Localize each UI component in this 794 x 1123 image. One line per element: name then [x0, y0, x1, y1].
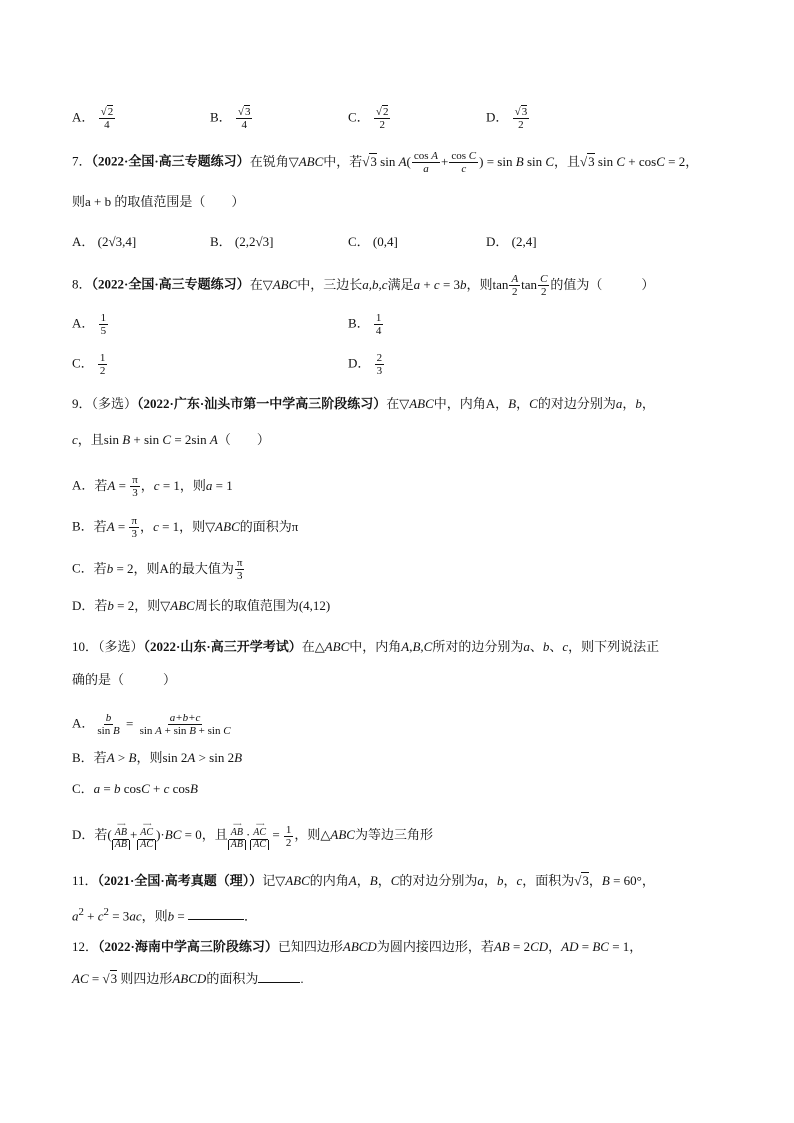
question-source: （2022·海南中学高三阶段练习） [98, 939, 278, 954]
question-text: 已知四边形ABCD为圆内接四边形，若AB = 2CD，AD = BC = 1， [277, 939, 643, 954]
option-letter: C． [348, 109, 370, 125]
q9-option-b [72, 515, 298, 540]
option-letter: C． [72, 560, 94, 576]
option-value: (0,4] [372, 234, 398, 249]
q11-line-2: $a^2 + c^2 = 3ac$，则b = ． [72, 906, 257, 924]
option-value: $\frac{√3}{4}$ [237, 106, 251, 132]
q8-option-b [348, 312, 384, 337]
question-number: 7． [72, 153, 92, 169]
option-value: $\frac{1}{2}$ [99, 352, 106, 378]
option-value: 若b = 2，则A的最大值为 $\frac{\pi}{3}$ [93, 557, 243, 583]
question-number: 11． [72, 873, 98, 888]
option-value: a = b cosC + c cosB [93, 781, 198, 796]
option-value: 若b = 2，则▽ABC周长的取值范围为(4,12) [94, 598, 331, 613]
q6-option-a [72, 106, 116, 131]
option-value: 若A = $\frac{\pi}{3}$ ，c = 1，则a = 1 [94, 474, 233, 500]
option-value: $\frac{√3}{2}$ [514, 106, 528, 132]
option-value: (2,4] [511, 234, 537, 249]
q7-option-a [72, 235, 136, 248]
option-value: $\frac{√2}{2}$ [375, 106, 389, 132]
option-value: $\frac{1}{5}$ [100, 312, 107, 338]
option-value: (2√3,4] [97, 234, 137, 249]
question-text: 在▽ABC中，三边长a,b,c满足a + c = 3b，则tan $\frac{A}{2}$ tan $\frac{C}{2}$ 的值为（ ） [249, 273, 655, 299]
question-number: 10． [72, 639, 99, 654]
q11-line-1 [72, 874, 655, 887]
q10-option-a [72, 712, 234, 737]
option-letter: B． [210, 109, 232, 125]
option-letter: B． [72, 518, 94, 534]
q7-option-d [486, 235, 537, 248]
question-number: 9． [72, 396, 92, 411]
option-letter: D． [486, 109, 509, 125]
option-value: 若A > B，则sin 2A > sin 2B [93, 750, 243, 765]
q10-line-2: 确的是（ ） [72, 672, 177, 687]
option-letter: D． [72, 598, 95, 613]
option-letter: B． [72, 750, 94, 765]
q10-option-b [72, 751, 242, 764]
option-letter: C． [72, 355, 94, 371]
q8-option-d [348, 352, 385, 377]
question-source: （2022·山东·高三开学考试） [143, 639, 302, 654]
q12-line-1 [72, 940, 642, 953]
question-text: 记▽ABC的内角A，B，C的对边分别为a，b，c，面积为√3，B = 60°， [262, 873, 655, 888]
q10-option-d [72, 822, 433, 850]
question-text: 在锐角▽ABC中，若√3 sin A( $\frac{\text{cos A}}{a}$ + $\frac{\text{cos C}}{c}$ ) = sin B sin C，且√3 sin C + cosC = 2， [249, 150, 699, 176]
q12-line-2: AC = √3 则四边形ABCD的面积为 . [72, 971, 304, 986]
q6-option-c [348, 106, 391, 131]
q6-option-b [210, 106, 253, 131]
option-letter: D． [72, 827, 95, 843]
q10-line-1 [72, 640, 659, 653]
question-text: 在△ABC中，内角A,B,C所对的边分别为a、b、c，则下列说法正 [301, 639, 660, 654]
option-value: (2,2√3] [234, 234, 274, 249]
answer-blank[interactable] [188, 919, 244, 920]
q9-line-1 [72, 397, 655, 410]
q7-line-2: 则a + b 的取值范围是（ ） [72, 194, 245, 209]
q9-option-d [72, 599, 330, 612]
option-value: $\frac{1}{4}$ [375, 312, 382, 338]
question-number: 12． [72, 939, 99, 954]
q8-line-1 [72, 273, 654, 298]
q8-option-c [72, 352, 108, 377]
option-letter: D． [348, 355, 371, 371]
question-source: （2022·全国·高三专题练习） [91, 153, 250, 169]
question-number: 8． [72, 276, 92, 292]
option-letter: A． [72, 234, 95, 249]
option-letter: A． [72, 477, 95, 493]
option-letter: C． [348, 234, 370, 249]
multi-select-tag: （多选） [98, 639, 144, 654]
question-text: 在▽ABC中，内角A，B，C的对边分别为a，b， [386, 396, 655, 411]
q9-line-2: c，且sin B + sin C = 2sin A（ ） [72, 432, 270, 447]
question-source: （2021·全国·高考真题（理）） [97, 873, 263, 888]
q7-option-c [348, 235, 398, 248]
option-value: $\frac{b}{\text{sin B}}$ = $\frac{a+b+c}{\text{sin A + sin B + sin C}}$ [97, 712, 231, 738]
option-value: $\frac{2}{3}$ [376, 352, 383, 378]
option-letter: B． [348, 315, 370, 331]
multi-select-tag: （多选） [91, 396, 138, 411]
question-source: （2022·广东·汕头市第一中学高三阶段练习） [137, 396, 387, 411]
q8-option-a [72, 312, 109, 337]
option-letter: A． [72, 315, 95, 331]
q7-option-b [210, 235, 273, 248]
q6-option-d [486, 106, 530, 131]
q10-option-c [72, 782, 198, 795]
answer-blank[interactable] [258, 982, 300, 983]
option-letter: B． [210, 234, 232, 249]
q7-line-1 [72, 150, 698, 175]
option-letter: A． [72, 109, 95, 125]
option-value: $\frac{√2}{4}$ [100, 106, 114, 132]
question-source: （2022·全国·高三专题练习） [91, 276, 250, 292]
option-letter: D． [486, 234, 509, 249]
option-letter: A． [72, 715, 95, 731]
q9-option-a [72, 474, 233, 499]
option-value: 若( ⟶ AB AB + ⟶ AC AC )·BC = 0，且 ⟶ AB AB · ⟶ AC AC = $\frac{1}{2}$ ，则△ABC为等边三角形 [94, 822, 433, 850]
option-letter: C． [72, 781, 94, 796]
option-value: 若A = $\frac{\pi}{3}$ ，c = 1，则▽ABC的面积为π [93, 515, 299, 541]
q9-option-c [72, 557, 245, 582]
